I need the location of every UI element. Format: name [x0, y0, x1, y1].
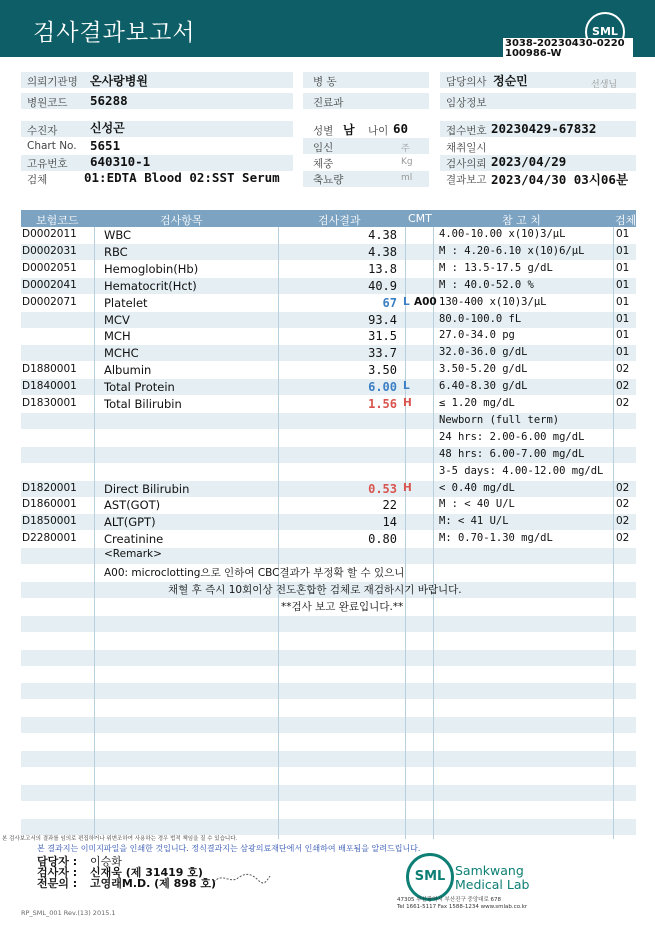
- request-value: 2023/04/29: [491, 154, 567, 169]
- table-row-stripe: [21, 717, 636, 733]
- fine-print: 본 검사보고서의 결과를 임의로 편집하거나 위변조하여 사용하는 경우 법적 책임을 질 수 있습니다.: [2, 836, 238, 842]
- row-flag: H: [403, 481, 412, 494]
- row-specimen: 01: [616, 329, 630, 342]
- table-column-divider: [94, 227, 95, 839]
- report-id-line2: 100986-W: [505, 48, 562, 59]
- patient-label: 수진자: [27, 125, 58, 137]
- row-reference: 24 hrs: 2.00-6.00 mg/dL: [439, 430, 585, 443]
- table-row-stripe: [21, 785, 636, 801]
- row-specimen: 02: [616, 363, 630, 376]
- ward-label: 병 동: [313, 76, 337, 88]
- specialist-label: 전문의 :: [37, 877, 78, 890]
- row-insurance-code: D1840001: [22, 380, 77, 393]
- row-comment: A00: [414, 295, 437, 308]
- row-insurance-code: D1830001: [22, 397, 77, 409]
- row-reference: Newborn (full term): [439, 413, 560, 426]
- table-row-stripe: [21, 819, 636, 835]
- row-test-item: Total Bilirubin: [104, 397, 182, 411]
- urine-unit: ml: [401, 173, 413, 183]
- doctor-value: 정순민: [493, 74, 528, 88]
- page-title: 검사결과보고서: [33, 20, 196, 46]
- uid-label: 고유번호: [27, 158, 68, 170]
- row-insurance-code: D2280001: [22, 532, 77, 545]
- row-insurance-code: D0002071: [22, 295, 77, 308]
- receipt-value: 20230429-67832: [491, 121, 597, 136]
- specimen-value: 01:EDTA Blood 02:SST Serum: [84, 170, 280, 185]
- header-reference: 참 고 치: [502, 214, 541, 227]
- row-result: 67: [382, 295, 397, 310]
- row-result: 40.9: [368, 278, 397, 293]
- row-test-item: MCHC: [104, 346, 139, 361]
- table-row-stripe: [21, 751, 636, 767]
- remark-title: <Remark>: [104, 548, 162, 560]
- row-result: 0.53: [368, 481, 397, 496]
- row-flag: L: [403, 295, 410, 308]
- row-test-item: ALT(GPT): [104, 515, 156, 530]
- row-insurance-code: D0002031: [22, 244, 77, 257]
- row-test-item: Albumin: [104, 363, 152, 378]
- table-row-stripe: [21, 650, 636, 666]
- row-reference: M: 0.70-1.30 mg/dL: [439, 532, 553, 545]
- age-label: 나이: [368, 125, 389, 137]
- examiner-label: 검사자 :: [37, 866, 78, 879]
- request-label: 검사의뢰: [446, 158, 487, 170]
- table-column-divider: [613, 227, 614, 839]
- chart-value: 5651: [90, 138, 121, 153]
- table-column-divider: [433, 227, 434, 839]
- sex-label: 성별: [313, 125, 334, 137]
- row-insurance-code: D0002051: [22, 261, 77, 274]
- row-specimen: 02: [616, 532, 630, 545]
- row-specimen: 01: [616, 346, 630, 359]
- urine-label: 축뇨량: [313, 174, 344, 186]
- row-result: 6.00: [368, 380, 397, 395]
- manager-label: 담당자 :: [37, 855, 78, 868]
- row-test-item: RBC: [104, 244, 128, 259]
- row-reference: M : 13.5-17.5 g/dL: [439, 261, 553, 274]
- row-test-item: Platelet: [104, 295, 148, 310]
- row-reference: 27.0-34.0 pg: [439, 329, 515, 342]
- row-result: 33.7: [368, 346, 397, 361]
- row-result: 13.8: [368, 261, 397, 276]
- row-flag: L: [403, 380, 410, 393]
- header-result: 검사결과: [318, 214, 361, 227]
- row-test-item: MCV: [104, 312, 130, 327]
- row-specimen: 02: [616, 498, 630, 511]
- sex-value: 남: [343, 123, 355, 137]
- report-label: 결과보고: [446, 174, 487, 186]
- chart-label: Chart No.: [27, 140, 77, 152]
- row-reference: 3-5 days: 4.00-12.00 mg/dL: [439, 464, 604, 477]
- row-specimen: 01: [616, 295, 630, 308]
- row-result: 31.5: [368, 329, 397, 344]
- age-value: 60: [393, 121, 409, 136]
- row-specimen: 01: [616, 312, 630, 325]
- completion-note: **검사 보고 완료입니다.**: [281, 601, 404, 613]
- row-specimen: 01: [616, 228, 630, 240]
- weight-unit: Kg: [401, 157, 413, 167]
- remark-line1: A00: microclotting으로 인하여 CBC결과가 부정확 할 수 있으니: [104, 567, 405, 579]
- specimen-label: 검체: [27, 174, 48, 186]
- institution-value: 온사랑병원: [90, 74, 148, 88]
- clinical-label: 임상정보: [446, 97, 487, 109]
- table-column-divider: [278, 227, 279, 839]
- examiner-value: 신재욱 (제 31419 호): [90, 866, 203, 879]
- row-insurance-code: D1880001: [22, 363, 77, 376]
- report-value: 2023/04/30 03시06분: [491, 172, 629, 187]
- row-reference: M : 4.20-6.10 x(10)6/μL: [439, 244, 585, 257]
- row-insurance-code: D1820001: [22, 481, 77, 494]
- row-insurance-code: D0002011: [22, 228, 77, 240]
- signature-icon: [212, 870, 272, 886]
- row-reference: M: < 41 U/L: [439, 515, 509, 528]
- row-result: 1.56: [368, 397, 397, 411]
- row-reference: 48 hrs: 6.00-7.00 mg/dL: [439, 447, 585, 460]
- row-insurance-code: D0002041: [22, 278, 77, 291]
- row-reference: 130-400 x(10)3/μL: [439, 295, 547, 308]
- row-result: 93.4: [368, 312, 397, 327]
- row-reference: ≤ 1.20 mg/dL: [439, 397, 515, 409]
- row-result: 3.50: [368, 363, 397, 378]
- sml-logo-icon: SML: [585, 12, 625, 52]
- specialist-value: 고영래M.D. (제 898 호): [90, 877, 217, 890]
- receipt-label: 접수번호: [446, 125, 487, 137]
- row-reference: 32.0-36.0 g/dL: [439, 346, 528, 359]
- row-reference: 3.50-5.20 g/dL: [439, 363, 528, 376]
- row-specimen: 02: [616, 380, 630, 393]
- row-result: 14: [382, 515, 397, 530]
- dept-label: 진료과: [313, 97, 344, 109]
- company-phone: Tel 1661-5117 Fax 1588-1234 www.smlab.co.kr: [397, 904, 528, 910]
- company-name-line1: Samkwang: [455, 863, 524, 878]
- info-row-bg: [21, 121, 293, 137]
- row-test-item: Hematocrit(Hct): [104, 278, 197, 293]
- remark-line2: 채혈 후 즉시 10회이상 전도혼합한 검체로 재검하시기 바랍니다.: [168, 584, 462, 596]
- row-test-item: MCH: [104, 329, 131, 344]
- row-specimen: 01: [616, 261, 630, 274]
- company-logo-icon: SML: [406, 853, 454, 901]
- table-column-divider: [405, 227, 406, 839]
- row-specimen: 01: [616, 278, 630, 291]
- row-reference: M : 40.0-52.0 %: [439, 278, 534, 291]
- header-specimen: 검체: [615, 214, 637, 227]
- row-flag: H: [403, 397, 412, 409]
- header-insurance-code: 보험코드: [36, 214, 79, 227]
- hospital-code-label: 병원코드: [27, 97, 68, 109]
- row-reference: 80.0-100.0 fL: [439, 312, 522, 325]
- collect-label: 채취일시: [446, 142, 487, 154]
- row-result: 4.38: [368, 228, 397, 242]
- table-row-stripe: [21, 683, 636, 699]
- row-test-item: Hemoglobin(Hb): [104, 261, 199, 276]
- row-specimen: 02: [616, 481, 630, 494]
- row-specimen: 01: [616, 244, 630, 257]
- row-reference: 6.40-8.30 g/dL: [439, 380, 528, 393]
- row-result: 22: [382, 498, 397, 513]
- row-result: 4.38: [368, 244, 397, 259]
- company-name-line2: Medical Lab: [455, 877, 530, 892]
- row-specimen: 02: [616, 397, 630, 409]
- row-reference: 4.00-10.00 x(10)3/μL: [439, 228, 566, 240]
- row-test-item: Creatinine: [104, 532, 164, 547]
- row-reference: < 0.40 mg/dL: [439, 481, 515, 494]
- table-row-stripe: [21, 616, 636, 632]
- weight-label: 체중: [313, 158, 334, 170]
- company-address: 47305 부산광역시 부산진구 중앙대로 678: [397, 897, 502, 903]
- form-id: RP_SML_001 Rev.(13) 2015.1: [21, 909, 116, 917]
- row-insurance-code: D1850001: [22, 515, 77, 528]
- manager-value: 이승화: [90, 855, 122, 868]
- row-result: 0.80: [368, 532, 397, 547]
- hospital-code-value: 56288: [90, 93, 128, 108]
- row-test-item: Direct Bilirubin: [104, 481, 190, 496]
- patient-value: 신성곤: [90, 121, 125, 135]
- header-test-item: 검사항목: [160, 214, 203, 227]
- row-specimen: 02: [616, 515, 630, 528]
- doctor-label: 담당의사: [446, 76, 487, 88]
- uid-value: 640310-1: [90, 154, 151, 169]
- institution-label: 의뢰기관명: [27, 76, 78, 88]
- row-reference: M : < 40 U/L: [439, 498, 515, 511]
- doctor-suffix: 선생님: [591, 80, 618, 90]
- row-insurance-code: D1860001: [22, 498, 77, 511]
- report-id-line1: 3038-20230430-0220: [505, 38, 625, 49]
- footer-notice: 본 결과지는 이미지파일을 인쇄한 것입니다. 정식결과지는 삼광의료재단에서 인쇄하여 배포됨을 알려드립니다.: [37, 844, 421, 853]
- row-test-item: WBC: [104, 228, 132, 242]
- pregnancy-unit: 주: [401, 144, 410, 154]
- row-test-item: Total Protein: [104, 380, 175, 395]
- pregnancy-label: 임신: [313, 142, 334, 154]
- row-test-item: AST(GOT): [104, 498, 161, 513]
- header-cmt: CMT: [408, 212, 432, 225]
